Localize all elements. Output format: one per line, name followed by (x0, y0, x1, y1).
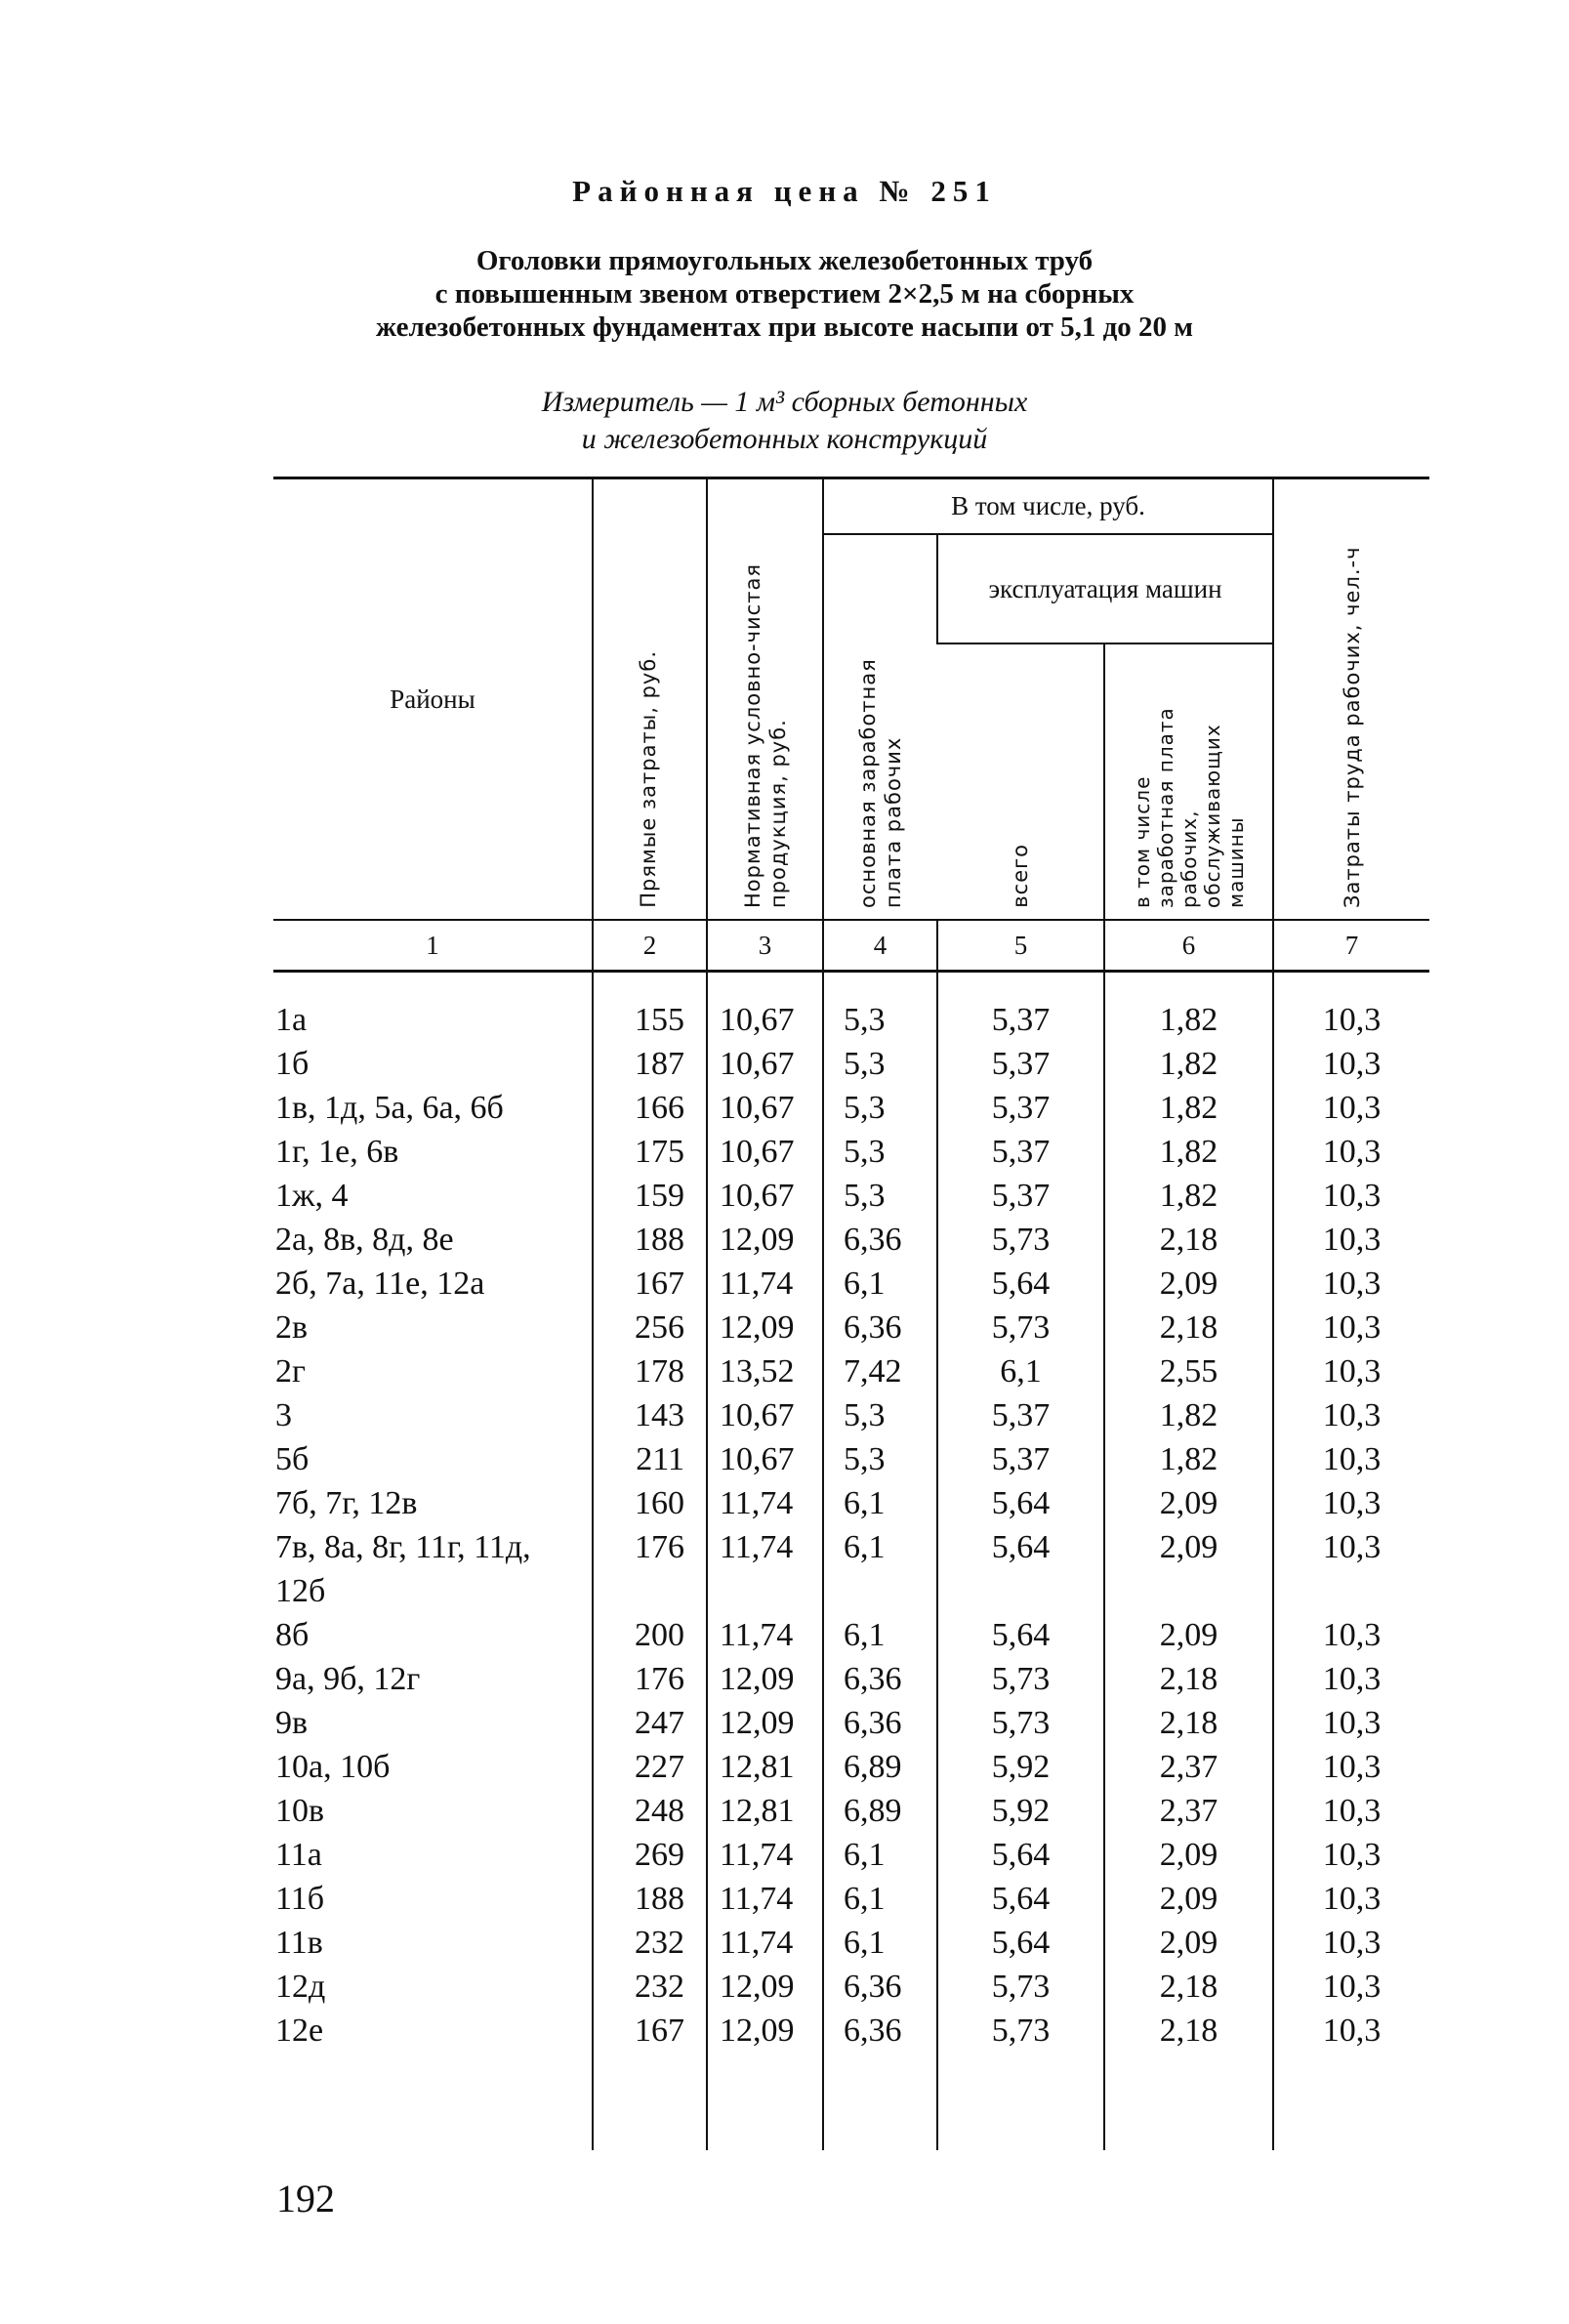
value-cell: 5,73 (937, 1657, 1104, 1701)
value-cell: 6,89 (823, 1789, 937, 1833)
table-row (273, 1613, 1429, 1657)
table-row (273, 1437, 1429, 1481)
value-cell: 5,73 (937, 1701, 1104, 1745)
value-cell: 10,3 (1273, 1130, 1429, 1174)
subtitle (0, 244, 1569, 344)
value-cell: 11,74 (707, 1833, 823, 1877)
value-cell: 6,1 (823, 1262, 937, 1306)
district-cell: 2г (275, 1353, 306, 1390)
value-cell: 12,09 (707, 1965, 823, 2009)
value-cell: 6,36 (823, 1657, 937, 1701)
table-row (273, 1042, 1429, 1086)
value-cell: 178 (593, 1349, 707, 1393)
value-cell: 10,3 (1273, 1393, 1429, 1437)
value-cell: 6,1 (823, 1525, 937, 1613)
value-cell: 2,09 (1104, 1877, 1273, 1921)
district-cell: 9а, 9б, 12г (275, 1661, 421, 1697)
value-cell: 13,52 (707, 1349, 823, 1393)
value-cell: 10,3 (1273, 1833, 1429, 1877)
table-row (273, 1833, 1429, 1877)
district-cell: 2а, 8в, 8д, 8е (275, 1222, 454, 1258)
value-cell: 6,89 (823, 1745, 937, 1789)
table-row (273, 1657, 1429, 1701)
value-cell: 11,74 (707, 1921, 823, 1965)
value-cell: 211 (593, 1437, 707, 1481)
subtitle-line: железобетонных фундаментах при высоте насыпи от 5,1 до 20 м (375, 311, 1194, 343)
value-cell: 10,3 (1273, 1789, 1429, 1833)
value-cell: 10,67 (707, 972, 823, 1043)
table-row (273, 1306, 1429, 1349)
price-table (273, 477, 1429, 2150)
value-cell: 1,82 (1104, 1086, 1273, 1130)
value-cell: 6,36 (823, 1306, 937, 1349)
value-cell: 12,09 (707, 1701, 823, 1745)
value-cell: 12,09 (707, 1657, 823, 1701)
value-cell: 5,73 (937, 1965, 1104, 2009)
value-cell: 10,3 (1273, 1306, 1429, 1349)
value-cell: 10,3 (1273, 1042, 1429, 1086)
column-number: 3 (707, 920, 823, 972)
value-cell: 2,09 (1104, 1481, 1273, 1525)
value-cell: 6,36 (823, 1218, 937, 1262)
column-number: 4 (823, 920, 937, 972)
value-cell: 5,73 (937, 1306, 1104, 1349)
value-cell: 10,3 (1273, 1262, 1429, 1306)
value-cell: 159 (593, 1174, 707, 1218)
header-including: В том числе, руб. (823, 478, 1273, 535)
value-cell: 2,18 (1104, 1965, 1273, 2009)
district-cell: 3 (275, 1397, 292, 1433)
value-cell: 5,64 (937, 1833, 1104, 1877)
table-row (273, 1086, 1429, 1130)
table-row (273, 1965, 1429, 2009)
value-cell: 2,18 (1104, 1218, 1273, 1262)
value-cell: 5,3 (823, 1130, 937, 1174)
value-cell: 5,3 (823, 1174, 937, 1218)
district-cell: 1б (275, 1046, 310, 1082)
column-number: 5 (937, 920, 1104, 972)
value-cell: 167 (593, 1262, 707, 1306)
value-cell: 11,74 (707, 1877, 823, 1921)
value-cell: 10,3 (1273, 1086, 1429, 1130)
value-cell: 256 (593, 1306, 707, 1349)
district-cell: 1ж, 4 (275, 1178, 349, 1214)
value-cell: 10,67 (707, 1174, 823, 1218)
value-cell: 2,09 (1104, 1921, 1273, 1965)
value-cell: 10,3 (1273, 1877, 1429, 1921)
value-cell: 1,82 (1104, 1042, 1273, 1086)
value-cell: 10,3 (1273, 1745, 1429, 1789)
page-number: 192 (276, 2177, 335, 2220)
value-cell: 10,3 (1273, 1921, 1429, 1965)
value-cell: 5,64 (937, 1262, 1104, 1306)
value-cell: 6,1 (823, 1921, 937, 1965)
value-cell: 2,37 (1104, 1745, 1273, 1789)
value-cell: 11,74 (707, 1525, 823, 1613)
value-cell: 2,09 (1104, 1833, 1273, 1877)
value-cell: 6,1 (823, 1481, 937, 1525)
value-cell: 2,55 (1104, 1349, 1273, 1393)
value-cell: 5,3 (823, 1086, 937, 1130)
value-cell: 187 (593, 1042, 707, 1086)
value-cell: 6,1 (937, 1349, 1104, 1393)
value-cell: 11,74 (707, 1613, 823, 1657)
value-cell: 5,37 (937, 1042, 1104, 1086)
value-cell: 227 (593, 1745, 707, 1789)
value-cell: 160 (593, 1481, 707, 1525)
value-cell: 12,81 (707, 1789, 823, 1833)
column-number: 1 (273, 920, 593, 972)
district-cell: 12д (275, 1969, 326, 2005)
value-cell: 10,67 (707, 1042, 823, 1086)
value-cell: 1,82 (1104, 972, 1273, 1043)
value-cell: 5,92 (937, 1789, 1104, 1833)
value-cell: 5,37 (937, 1393, 1104, 1437)
value-cell: 1,82 (1104, 1174, 1273, 1218)
value-cell: 143 (593, 1393, 707, 1437)
value-cell: 2,18 (1104, 1306, 1273, 1349)
district-cell: 10в (275, 1793, 325, 1829)
table-row (273, 1921, 1429, 1965)
table-row (273, 1349, 1429, 1393)
district-cell: 7б, 7г, 12в (275, 1485, 418, 1521)
value-cell: 6,1 (823, 1613, 937, 1657)
value-cell: 2,09 (1104, 1262, 1273, 1306)
measure-unit (0, 384, 1569, 458)
value-cell: 5,64 (937, 1525, 1104, 1613)
value-cell: 5,37 (937, 972, 1104, 1043)
value-cell: 5,73 (937, 1218, 1104, 1262)
value-cell: 188 (593, 1218, 707, 1262)
value-cell: 176 (593, 1657, 707, 1701)
price-title: Районная цена № 251 (572, 174, 997, 208)
value-cell: 10,3 (1273, 972, 1429, 1043)
value-cell: 2,18 (1104, 1701, 1273, 1745)
header-base-wage: основная заработная плата рабочих (823, 534, 937, 920)
table-row (273, 1481, 1429, 1525)
value-cell: 2,09 (1104, 1525, 1273, 1613)
value-cell: 12,81 (707, 1745, 823, 1789)
value-cell: 12,09 (707, 2009, 823, 2150)
value-cell: 2,09 (1104, 1613, 1273, 1657)
value-cell: 10,3 (1273, 1701, 1429, 1745)
value-cell: 5,3 (823, 972, 937, 1043)
district-cell: 11б (275, 1881, 325, 1917)
value-cell: 10,67 (707, 1086, 823, 1130)
table-row (273, 1877, 1429, 1921)
district-cell: 1г, 1е, 6в (275, 1134, 399, 1170)
district-cell: 2в (275, 1309, 309, 1346)
district-cell: 2б, 7а, 11е, 12а (275, 1266, 485, 1302)
table-row (273, 1174, 1429, 1218)
value-cell: 2,18 (1104, 2009, 1273, 2150)
measure-line: Измеритель — 1 м³ сборных бетонных (541, 386, 1028, 418)
header-districts: Районы (273, 478, 593, 921)
value-cell: 10,3 (1273, 1437, 1429, 1481)
value-cell: 5,64 (937, 1613, 1104, 1657)
table-row (273, 1789, 1429, 1833)
district-cell: 12е (275, 2013, 324, 2049)
header-total: всего (1009, 844, 1032, 908)
value-cell: 10,3 (1273, 1349, 1429, 1393)
value-cell: 155 (593, 972, 707, 1043)
value-cell: 6,36 (823, 2009, 937, 2150)
value-cell: 175 (593, 1130, 707, 1174)
value-cell: 5,37 (937, 1130, 1104, 1174)
header-labor: Затраты труда рабочих, чел.-ч (1273, 478, 1429, 921)
value-cell: 5,37 (937, 1174, 1104, 1218)
value-cell: 5,64 (937, 1921, 1104, 1965)
value-cell: 10,3 (1273, 1218, 1429, 1262)
value-cell: 6,1 (823, 1877, 937, 1921)
subtitle-line: Оголовки прямоугольных железобетонных труб (475, 245, 1094, 276)
value-cell: 5,64 (937, 1877, 1104, 1921)
column-number: 2 (593, 920, 707, 972)
value-cell: 2,18 (1104, 1657, 1273, 1701)
value-cell: 5,37 (937, 1086, 1104, 1130)
value-cell: 11,74 (707, 1481, 823, 1525)
value-cell: 12,09 (707, 1306, 823, 1349)
value-cell: 248 (593, 1789, 707, 1833)
district-cell: 8б (275, 1617, 310, 1653)
value-cell: 10,3 (1273, 1613, 1429, 1657)
value-cell: 232 (593, 1921, 707, 1965)
measure-line: и железобетонных конструкций (581, 423, 988, 455)
district-cell: 5б (275, 1441, 310, 1477)
value-cell: 1,82 (1104, 1437, 1273, 1481)
value-cell: 10,3 (1273, 1657, 1429, 1701)
value-cell: 5,37 (937, 1437, 1104, 1481)
value-cell: 10,3 (1273, 1174, 1429, 1218)
table-row (273, 2009, 1429, 2150)
value-cell: 10,3 (1273, 1481, 1429, 1525)
column-number: 6 (1104, 920, 1273, 972)
district-cell: 1а (275, 1002, 308, 1038)
value-cell: 10,3 (1273, 1525, 1429, 1613)
value-cell: 5,3 (823, 1393, 937, 1437)
value-cell: 5,3 (823, 1437, 937, 1481)
value-cell: 2,37 (1104, 1789, 1273, 1833)
column-number: 7 (1273, 920, 1429, 972)
table-row (273, 972, 1429, 1043)
value-cell: 11,74 (707, 1262, 823, 1306)
value-cell: 10,67 (707, 1437, 823, 1481)
value-cell: 1,82 (1104, 1393, 1273, 1437)
value-cell: 5,73 (937, 2009, 1104, 2150)
table-row (273, 1393, 1429, 1437)
value-cell: 269 (593, 1833, 707, 1877)
district-cell: 1в, 1д, 5а, 6а, 6б (275, 1090, 504, 1126)
value-cell: 188 (593, 1877, 707, 1921)
value-cell: 10,3 (1273, 1965, 1429, 2009)
value-cell: 5,92 (937, 1745, 1104, 1789)
value-cell: 232 (593, 1965, 707, 2009)
value-cell: 5,64 (937, 1481, 1104, 1525)
header-machine-wage: в том числе заработная плата рабочих, обслуживающих машины (1104, 643, 1273, 920)
district-cell: 10а, 10б (275, 1749, 391, 1785)
value-cell: 1,82 (1104, 1130, 1273, 1174)
table-row (273, 1701, 1429, 1745)
table-row (273, 1262, 1429, 1306)
value-cell: 247 (593, 1701, 707, 1745)
header-direct-costs: Прямые затраты, руб. (593, 478, 707, 921)
value-cell: 7,42 (823, 1349, 937, 1393)
value-cell: 5,3 (823, 1042, 937, 1086)
subtitle-line: с повышенным звеном отверстием 2×2,5 м на сборных (434, 278, 1135, 310)
value-cell: 200 (593, 1613, 707, 1657)
value-cell: 176 (593, 1525, 707, 1613)
district-cell: 9в (275, 1705, 309, 1741)
table-row (273, 1218, 1429, 1262)
value-cell: 167 (593, 2009, 707, 2150)
table-row (273, 1130, 1429, 1174)
district-cell: 7в, 8а, 8г, 11г, 11д, 12б (275, 1529, 531, 1609)
district-cell: 11а (275, 1837, 322, 1873)
value-cell: 6,36 (823, 1965, 937, 2009)
table-row (273, 1745, 1429, 1789)
value-cell: 10,67 (707, 1130, 823, 1174)
district-cell: 11в (275, 1925, 323, 1961)
table-row (273, 1525, 1429, 1613)
value-cell: 6,1 (823, 1833, 937, 1877)
value-cell: 166 (593, 1086, 707, 1130)
value-cell: 10,67 (707, 1393, 823, 1437)
value-cell: 12,09 (707, 1218, 823, 1262)
header-machines: эксплуатация машин (937, 534, 1273, 643)
header-net-product: Нормативная условно-чистая продукция, руб. (707, 478, 823, 921)
value-cell: 10,3 (1273, 2009, 1429, 2150)
value-cell: 6,36 (823, 1701, 937, 1745)
